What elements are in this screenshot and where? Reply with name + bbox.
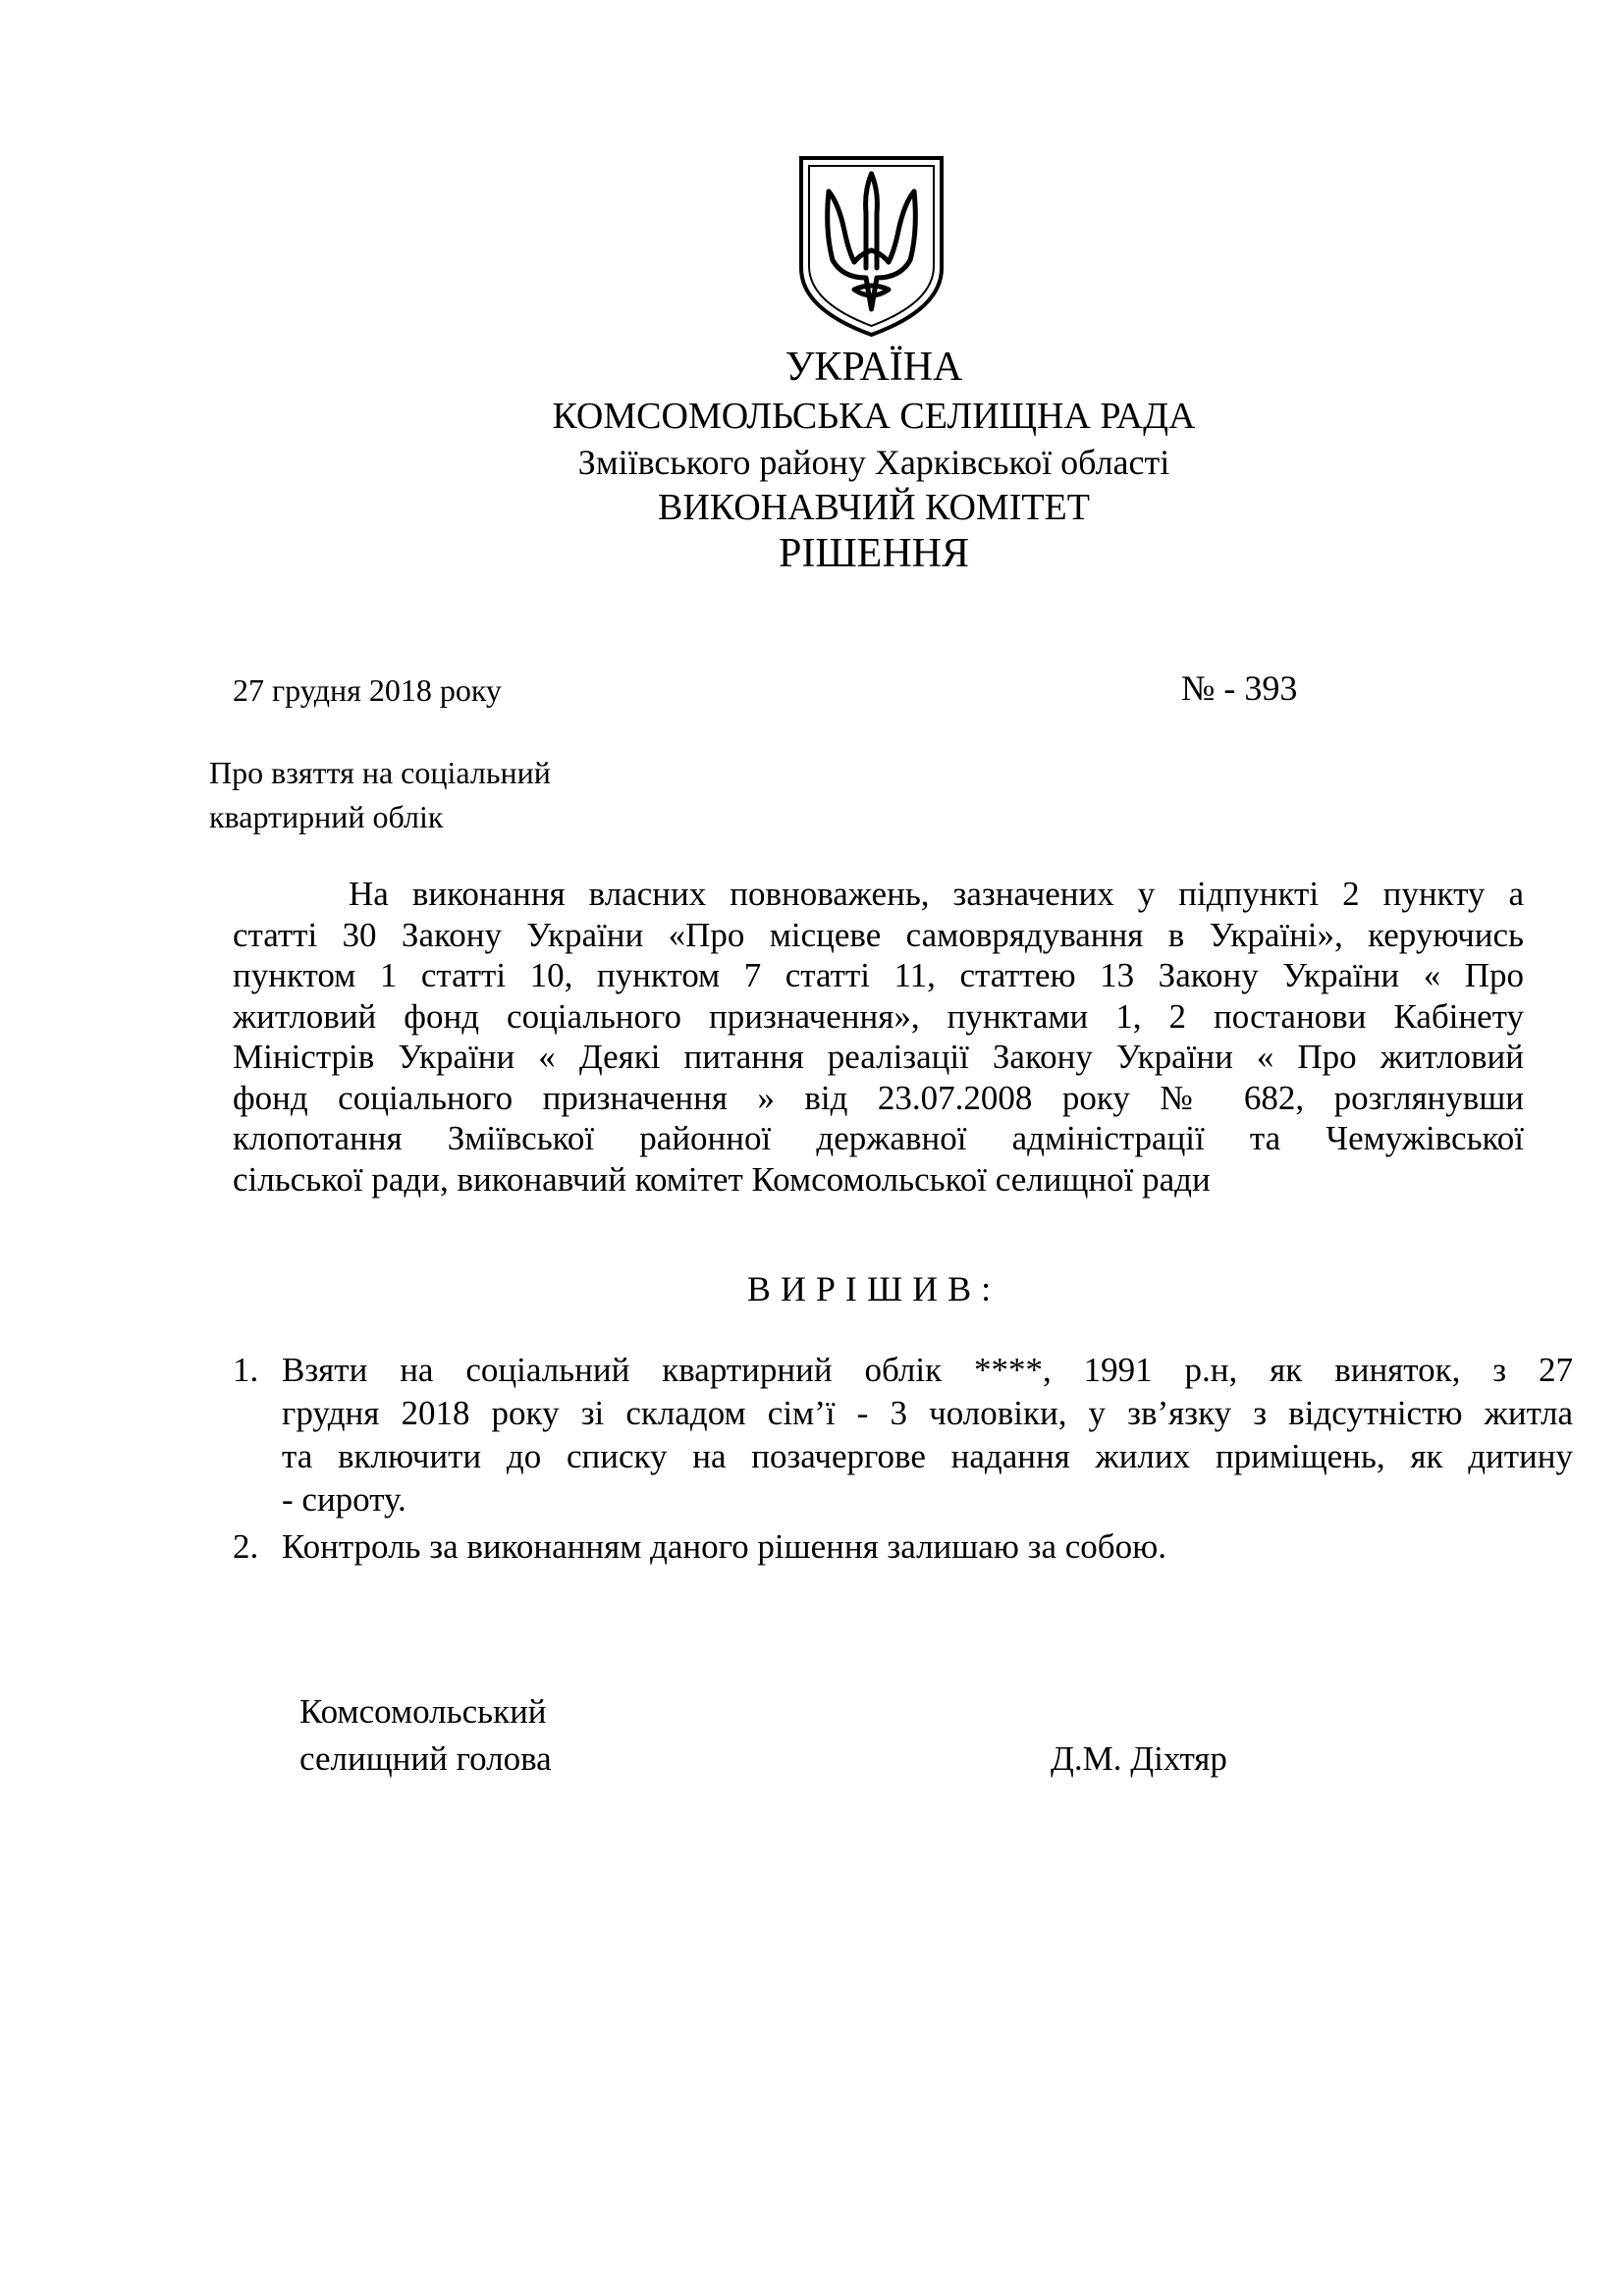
- item-number: 2.: [233, 1527, 259, 1566]
- country-heading: УКРАЇНА: [785, 345, 963, 390]
- signatory-title-line: Комсомольський: [299, 1692, 547, 1731]
- subject-line: Про взяття на соціальний: [209, 755, 551, 790]
- council-heading: КОМСОМОЛЬСЬКА СЕЛИЩНА РАДА: [552, 396, 1196, 437]
- item-line: Контроль за виконанням даного рішення залишаю за собою.: [282, 1527, 1167, 1566]
- signatory-title-line: селищний голова: [299, 1739, 552, 1778]
- preamble-line: фонд соціального призначення » від 23.07.2008 року № 682, розглянувши: [233, 1078, 1524, 1117]
- decision-subject: [209, 751, 551, 839]
- preamble-line: статті 30 Закону України «Про місцеве самоврядування в Україні», керуючись: [233, 915, 1524, 954]
- preamble-line: сільської ради, виконавчий комітет Комсомольської селищної ради: [233, 1159, 1211, 1199]
- preamble-line: На виконання власних повноважень, зазначених у підпункті 2 пункту а: [349, 875, 1524, 913]
- document-type-heading: РІШЕННЯ: [778, 531, 970, 576]
- preamble-line: Міністрів України « Деякі питання реалізації Закону України « Про житловий: [233, 1038, 1524, 1076]
- preamble-paragraph: [233, 874, 1524, 1200]
- preamble-line: житловий фонд соціального призначення», пунктами 1, 2 постанови Кабінету: [233, 996, 1524, 1036]
- decided-heading: ВИРІШИВ:: [746, 1269, 1001, 1308]
- preamble-line: клопотання Зміївської районної державної адміністрації та Чемужівської: [233, 1119, 1524, 1157]
- subject-line: квартирний облік: [209, 799, 444, 834]
- item-line: - сироту.: [282, 1480, 406, 1519]
- signatory-name: Д.М. Діхтяр: [1051, 1739, 1227, 1778]
- committee-heading: ВИКОНАВЧИЙ КОМІТЕТ: [658, 487, 1090, 528]
- item-line: Взяти на соціальний квартирний облік ****, 1991 р.н, як виняток, з 27: [282, 1351, 1573, 1389]
- ukraine-trident-coat-of-arms-icon: [795, 152, 947, 339]
- item-line: грудня 2018 року зі складом сім’ї - 3 чоловіки, у зв’язку з відсутністю житла: [282, 1394, 1573, 1432]
- district-heading: Зміївського району Харківської області: [577, 443, 1170, 482]
- item-line: та включити до списку на позачергове надання жилих приміщень, як дитину: [282, 1437, 1573, 1475]
- item-number: 1.: [233, 1351, 259, 1389]
- decision-item: [233, 1349, 1578, 1525]
- decision-date: 27 грудня 2018 року: [233, 672, 502, 708]
- decision-item: [233, 1525, 1578, 1575]
- decision-number: № - 393: [1181, 668, 1298, 708]
- preamble-line: пунктом 1 статті 10, пунктом 7 статті 11, статтею 13 Закону України « Про: [233, 956, 1524, 994]
